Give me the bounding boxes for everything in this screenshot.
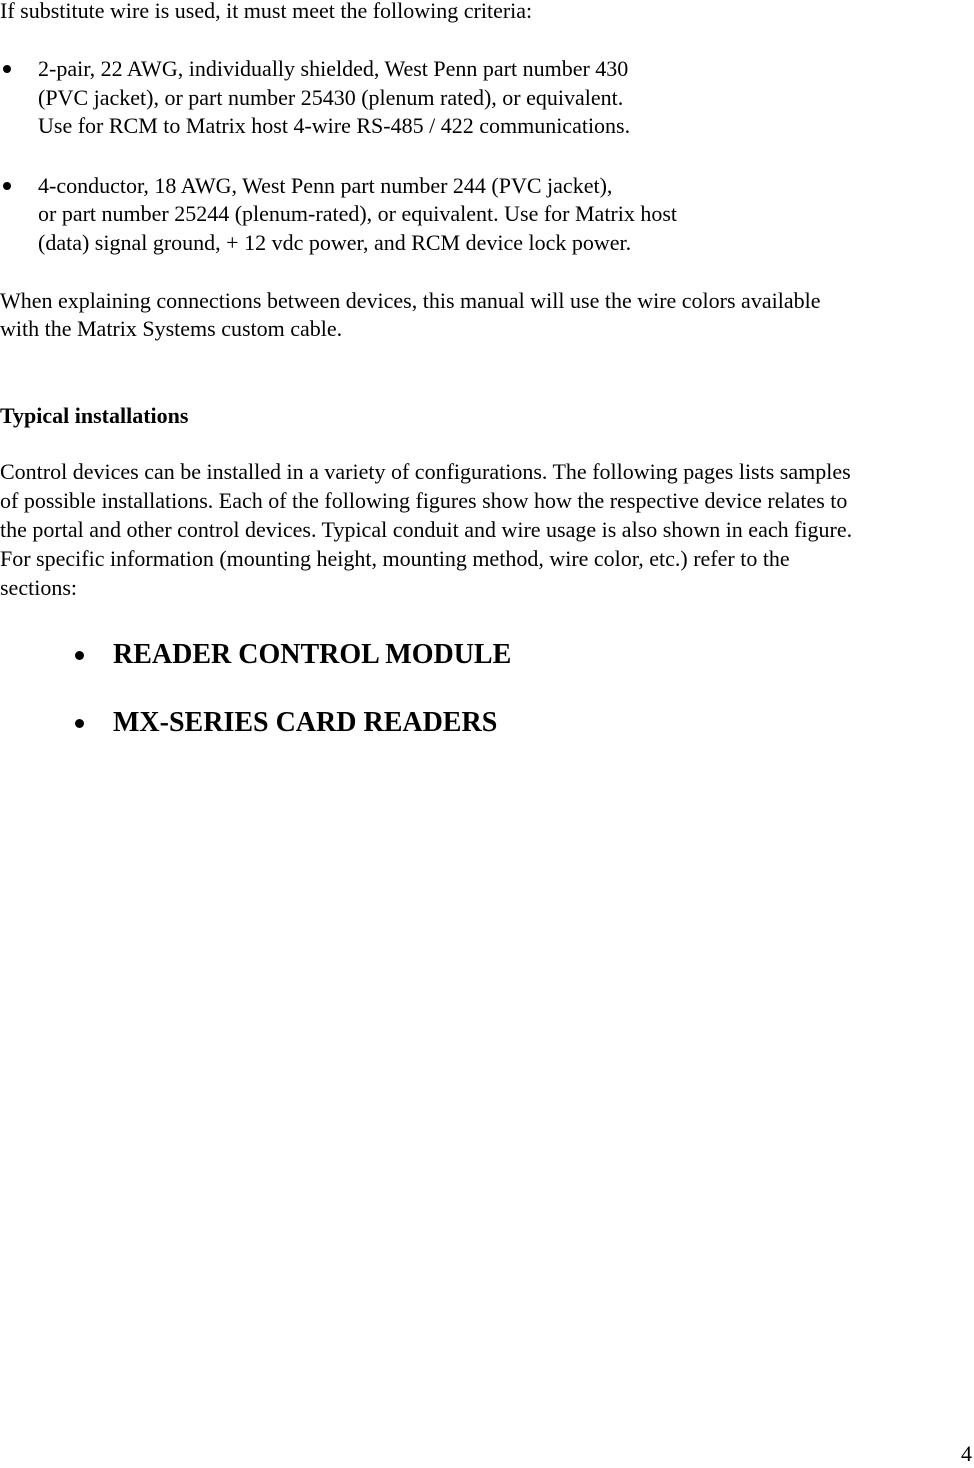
explain-line-1: When explaining connections between devices, this manual will use the wire colors available — [0, 288, 821, 313]
intro-text: If substitute wire is used, it must meet the following criteria: — [0, 0, 533, 23]
section-item-mx-series-card-readers: MX-SERIES CARD READERS — [113, 707, 498, 738]
criteria-1-line-1: 2-pair, 22 AWG, individually shielded, West Penn part number 430 — [38, 56, 629, 81]
body-line-5: sections: — [0, 575, 77, 600]
body-line-4: For specific information (mounting height, mounting method, wire color, etc.) refer to the — [0, 546, 790, 571]
criteria-2-line-3: (data) signal ground, + 12 vdc power, and RCM device lock power. — [38, 230, 632, 255]
bullet-icon — [3, 65, 11, 73]
bullet-icon — [75, 651, 84, 660]
criteria-1-line-2: (PVC jacket), or part number 25430 (plenum rated), or equivalent. — [38, 85, 624, 110]
explain-line-2: with the Matrix Systems custom cable. — [0, 316, 343, 341]
body-line-1: Control devices can be installed in a variety of configurations. The following pages lists samples — [0, 459, 851, 484]
criteria-1-line-3: Use for RCM to Matrix host 4-wire RS-485 / 422 communications. — [38, 113, 631, 138]
page-number: 4 — [961, 1441, 972, 1466]
bullet-icon — [3, 182, 11, 190]
body-line-3: the portal and other control devices. Typical conduit and wire usage is also shown in each figure. — [0, 517, 853, 542]
criteria-2-line-2: or part number 25244 (plenum-rated), or equivalent. Use for Matrix host — [38, 201, 678, 226]
section-item-reader-control-module: READER CONTROL MODULE — [113, 639, 512, 670]
body-line-2: of possible installations. Each of the following figures show how the respective device relates to — [0, 488, 848, 513]
criteria-2-line-1: 4-conductor, 18 AWG, West Penn part number 244 (PVC jacket), — [38, 173, 613, 198]
bullet-icon — [75, 719, 84, 728]
section-heading: Typical installations — [0, 403, 189, 428]
